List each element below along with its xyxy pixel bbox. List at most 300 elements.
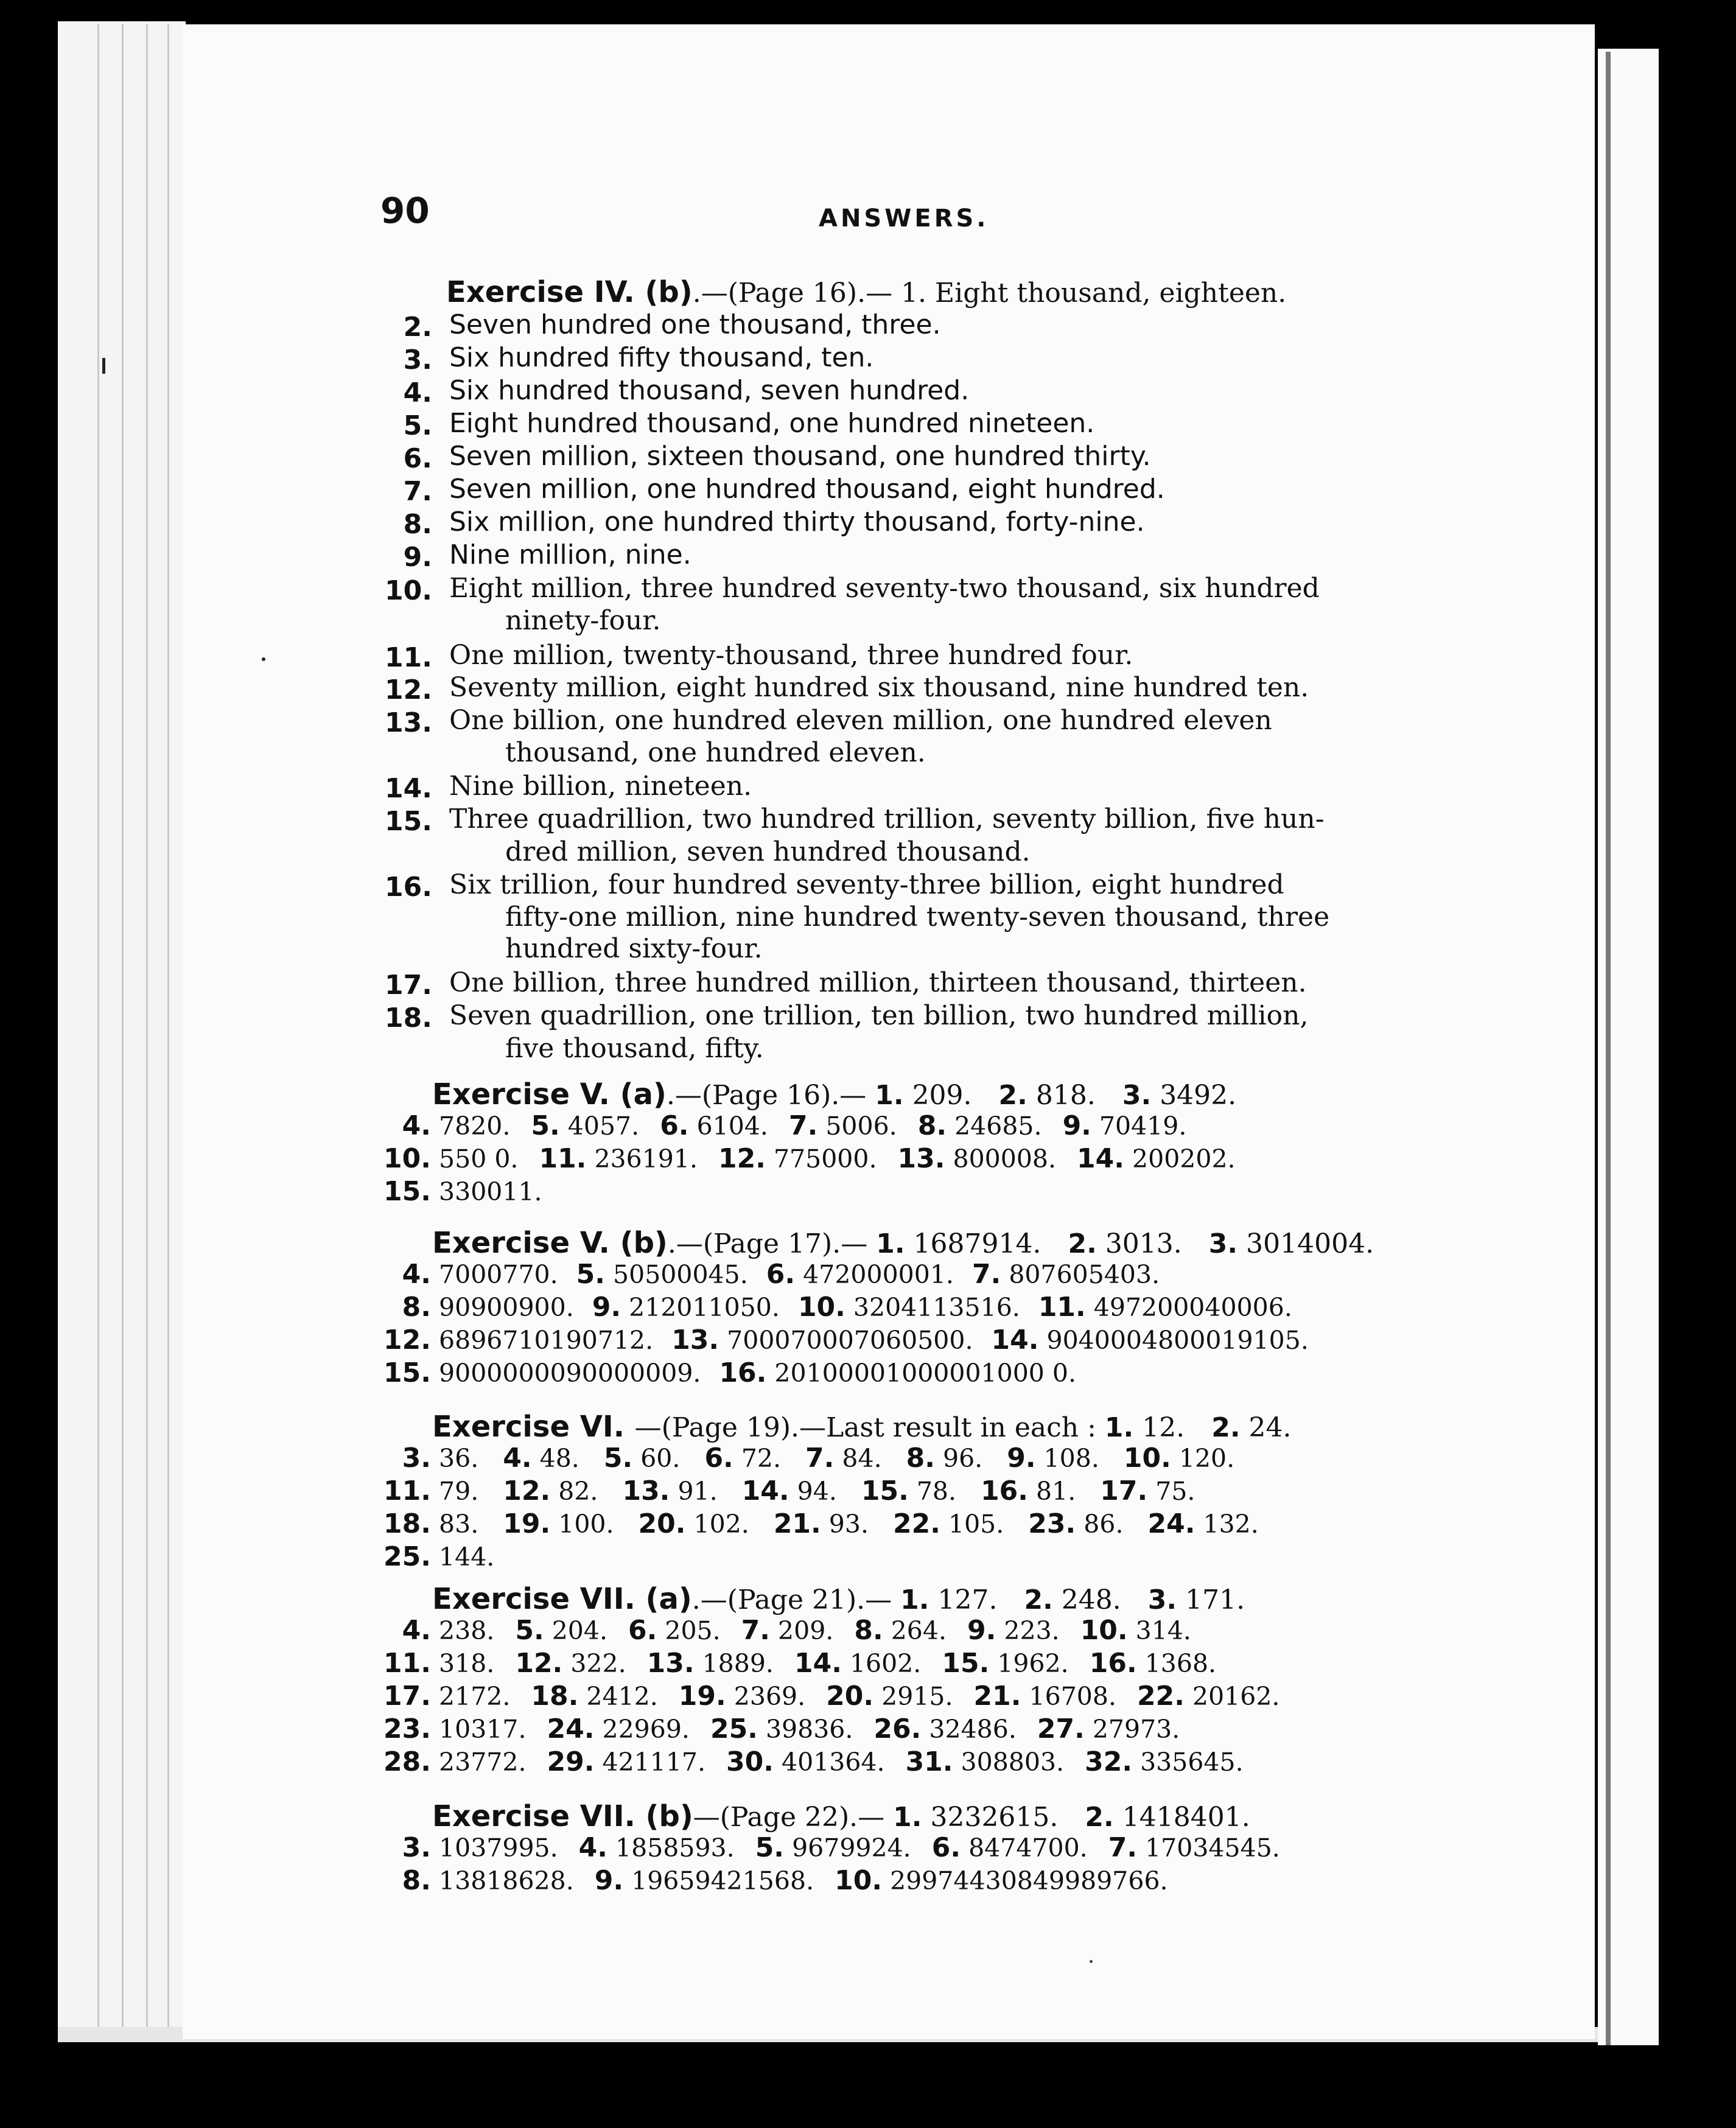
item-text-continuation: five thousand, fifty. [505, 1033, 764, 1064]
answer-entry [365, 1359, 701, 1388]
ex-vi-answer-row [365, 1445, 1234, 1472]
answer-entry [365, 1616, 494, 1645]
answer-entry [365, 1444, 478, 1473]
answer-entry [531, 1111, 639, 1141]
answer-number: 14. [794, 1648, 842, 1679]
answer-entry [898, 1144, 1057, 1174]
item-number: 8. [403, 509, 432, 540]
item-text: Eight hundred thousand, one hundred nineteen. [449, 408, 1095, 439]
exercise-part: (a) [645, 1582, 692, 1616]
answer-entry [719, 1359, 1076, 1388]
answer-entry [741, 1616, 834, 1645]
answer-number: 7. [805, 1443, 835, 1474]
answer-entry [1209, 1228, 1374, 1259]
answer-entry [1148, 1510, 1259, 1539]
answer-value: 9040004800019105. [1038, 1326, 1309, 1355]
answer-number: 12. [718, 1143, 766, 1174]
answer-entry [794, 1649, 921, 1678]
answer-entry [503, 1444, 579, 1473]
item-number: 7. [403, 476, 432, 507]
answer-entry [515, 1649, 626, 1678]
answer-run [893, 1802, 1250, 1833]
exercise-part: (a) [620, 1077, 667, 1111]
answer-number: 2. [1085, 1802, 1114, 1833]
answer-entry [622, 1477, 717, 1506]
answer-value: 120. [1171, 1444, 1235, 1473]
answer-entry [1080, 1616, 1191, 1645]
answer-value: 248. [1052, 1584, 1121, 1615]
page-reference: .—(Page 17).— [667, 1228, 877, 1259]
answer-value: 60. [632, 1444, 681, 1473]
answer-number: 21. [973, 1681, 1021, 1712]
item-number: 11. [385, 642, 432, 673]
answer-value: 50500045. [605, 1260, 748, 1289]
page-reference: .—(Page 16).— [692, 278, 901, 309]
answer-number: 23. [383, 1713, 431, 1745]
facing-page-gutter [1606, 52, 1611, 2045]
answer-value: 3014004. [1237, 1228, 1374, 1259]
answer-entry [365, 1177, 542, 1206]
answer-value: 93. [821, 1510, 869, 1539]
answer-entry [1108, 1833, 1280, 1863]
answer-number: 3. [1208, 1228, 1238, 1259]
answer-value: 330011. [431, 1177, 542, 1206]
answer-value: 497200040006. [1085, 1293, 1292, 1322]
answer-value: 700070007060500. [719, 1326, 973, 1355]
item-text: Three quadrillion, two hundred trillion, seventy billion, five hun- [449, 803, 1325, 835]
answer-value: 1687914. [905, 1228, 1041, 1259]
answer-value: 335645. [1132, 1748, 1244, 1777]
answer-value: 318. [431, 1649, 495, 1678]
exercise-heading: Exercise VII. [432, 1799, 646, 1833]
answer-entry [1063, 1111, 1187, 1141]
answer-value: 6896710190712. [431, 1326, 654, 1355]
answer-entry [873, 1715, 1016, 1744]
answer-number: 13. [622, 1475, 670, 1507]
answer-entry [1024, 1584, 1121, 1615]
answer-number: 22. [893, 1508, 940, 1539]
item-text: Seven hundred one thousand, three. [449, 309, 941, 340]
item-text: One million, twenty-thousand, three hundred four. [449, 640, 1133, 671]
answer-number: 29. [547, 1746, 595, 1777]
answer-value: 127. [929, 1584, 998, 1615]
answer-value: 94. [789, 1477, 837, 1506]
item-number: 5. [403, 410, 432, 441]
answer-number: 3. [402, 1443, 431, 1474]
answer-entry [755, 1833, 911, 1863]
answer-number: 10. [1080, 1615, 1128, 1646]
answer-value: 78. [908, 1477, 957, 1506]
answer-number: 32. [1085, 1746, 1133, 1777]
item-number: 3. [403, 345, 432, 376]
answer-value: 5006. [817, 1111, 897, 1141]
answer-value: 13818628. [431, 1866, 574, 1895]
answer-number: 15. [942, 1648, 990, 1679]
item-text-continuation: dred million, seven hundred thousand. [505, 836, 1031, 867]
answer-value: 96. [934, 1444, 983, 1473]
answer-run [1105, 1412, 1292, 1443]
ex-vi-heading-line [432, 1410, 1292, 1444]
answer-number: 6. [628, 1615, 657, 1646]
answer-value: 24685. [947, 1111, 1042, 1141]
answer-number: 25. [383, 1541, 431, 1572]
answer-number: 14. [741, 1475, 789, 1507]
answer-entry [679, 1682, 805, 1711]
answer-value: 102. [685, 1510, 749, 1539]
answer-value: 1418401. [1113, 1802, 1250, 1833]
answer-value: 550 0. [431, 1144, 519, 1174]
answer-value: 36. [431, 1444, 479, 1473]
item-text: Nine million, nine. [449, 539, 691, 570]
answer-entry [639, 1510, 749, 1539]
item-number: 1. [901, 278, 936, 309]
answer-value: 1889. [694, 1649, 774, 1678]
answer-number: 19. [503, 1508, 551, 1539]
answer-value: 27973. [1084, 1715, 1180, 1744]
ex-vii-a-heading-line [432, 1584, 1245, 1614]
item-text: Six million, one hundred thirty thousand, forty-nine. [449, 506, 1145, 537]
answer-value: 75. [1147, 1477, 1195, 1506]
answer-entry [1038, 1293, 1292, 1322]
answer-number: 6. [931, 1832, 961, 1863]
answer-entry [503, 1477, 598, 1506]
answer-value: 20100001000001000 0. [766, 1359, 1077, 1388]
page-edge-line [122, 24, 124, 2027]
answer-value: 775000. [765, 1144, 877, 1174]
answer-run [900, 1584, 1245, 1615]
answer-number: 9. [967, 1615, 996, 1646]
answer-value: 308803. [953, 1748, 1065, 1777]
answer-value: 84. [834, 1444, 882, 1473]
answer-entry [604, 1444, 681, 1473]
answer-value: 6104. [688, 1111, 768, 1141]
answer-entry [365, 1477, 478, 1506]
item-text: Six trillion, four hundred seventy-three billion, eight hundred [449, 869, 1284, 900]
answer-value: 1368. [1136, 1649, 1217, 1678]
item-text: Six hundred thousand, seven hundred. [449, 375, 970, 406]
answer-entry [365, 1144, 518, 1174]
answer-number: 12. [503, 1475, 551, 1507]
answer-entry [805, 1444, 882, 1473]
answer-number: 16. [719, 1357, 767, 1388]
exercise-part: (b) [645, 275, 693, 309]
answer-value: 16708. [1021, 1682, 1116, 1711]
answer-number: 17. [1100, 1475, 1148, 1507]
answer-value: 264. [883, 1616, 947, 1645]
answer-value: 2412. [578, 1682, 658, 1711]
answer-entry [365, 1260, 558, 1289]
answer-entry [592, 1293, 780, 1322]
answer-value: 472000001. [795, 1260, 954, 1289]
answer-number: 19. [678, 1681, 726, 1712]
answer-value: 32486. [921, 1715, 1017, 1744]
ex-vii-a-answer-row [365, 1617, 1191, 1644]
answer-number: 8. [854, 1615, 883, 1646]
answer-number: 4. [578, 1832, 608, 1863]
answer-number: 31. [905, 1746, 953, 1777]
answer-value: 91. [670, 1477, 718, 1506]
answer-number: 1. [1104, 1412, 1134, 1443]
answer-entry [365, 1542, 494, 1572]
answer-value: 223. [996, 1616, 1060, 1645]
ink-dot [262, 657, 265, 661]
ex-vii-b-answer-row [365, 1867, 1168, 1894]
answer-entry [876, 1228, 1041, 1259]
answer-number: 2. [1211, 1412, 1241, 1443]
page-reference: —(Page 19).—Last result in each : [634, 1412, 1105, 1443]
item-number: 15. [385, 806, 432, 837]
answer-number: 10. [1123, 1443, 1171, 1474]
answer-value: 421117. [594, 1748, 706, 1777]
answer-number: 15. [383, 1357, 431, 1388]
answer-entry [992, 1326, 1309, 1355]
answer-number: 8. [402, 1292, 431, 1323]
item-number: 18. [385, 1003, 432, 1034]
answer-value: 314. [1127, 1616, 1191, 1645]
answer-number: 18. [383, 1508, 431, 1539]
answer-value: 70419. [1091, 1111, 1187, 1141]
answer-value: 23772. [431, 1748, 527, 1777]
answer-number: 3. [1122, 1080, 1152, 1111]
answer-value: 19659421568. [623, 1866, 814, 1895]
answer-entry [704, 1444, 781, 1473]
answer-entry [710, 1715, 853, 1744]
answer-entry [503, 1510, 614, 1539]
answer-number: 25. [710, 1713, 758, 1745]
answer-value: 171. [1177, 1584, 1245, 1615]
answer-entry [981, 1477, 1076, 1506]
item-number: 10. [385, 575, 432, 606]
answer-number: 15. [861, 1475, 909, 1507]
answer-entry [1148, 1584, 1245, 1615]
ex-v-a-answer-row [365, 1110, 1187, 1141]
answer-number: 14. [1077, 1143, 1124, 1174]
answer-number: 1. [893, 1802, 922, 1833]
answer-number: 5. [755, 1832, 785, 1863]
answer-entry [576, 1260, 748, 1289]
answer-number: 24. [547, 1713, 595, 1745]
answer-entry [547, 1715, 690, 1744]
item-number: 16. [385, 872, 432, 903]
answer-entry [1105, 1412, 1185, 1443]
answer-value: 238. [431, 1616, 495, 1645]
answer-run [876, 1228, 1374, 1259]
answer-number: 9. [592, 1292, 621, 1323]
item-text: Six hundred fifty thousand, ten. [449, 342, 874, 373]
answer-number: 8. [906, 1443, 935, 1474]
answer-value: 1858593. [607, 1833, 735, 1863]
answer-entry [1037, 1715, 1180, 1744]
answer-entry [579, 1833, 735, 1863]
answer-number: 24. [1147, 1508, 1195, 1539]
answer-entry [660, 1111, 768, 1141]
answer-number: 30. [726, 1746, 774, 1777]
item-text-continuation: fifty-one million, nine hundred twenty-seven thousand, three [505, 901, 1330, 933]
answer-entry [974, 1682, 1116, 1711]
answer-number: 16. [981, 1475, 1029, 1507]
ex-vii-a-answer-row [365, 1650, 1216, 1677]
answer-number: 4. [402, 1259, 431, 1290]
answer-number: 22. [1137, 1681, 1185, 1712]
answer-number: 28. [383, 1746, 431, 1777]
answer-number: 10. [383, 1143, 431, 1174]
answer-value: 7000770. [431, 1260, 558, 1289]
answer-number: 4. [402, 1615, 431, 1646]
answer-entry [365, 1111, 510, 1141]
answer-entry [900, 1584, 997, 1615]
answer-entry [365, 1326, 653, 1355]
answer-run [875, 1080, 1236, 1111]
answer-value: 9679924. [784, 1833, 911, 1863]
answer-value: 90900900. [431, 1293, 574, 1322]
answer-entry [365, 1682, 510, 1711]
answer-entry [1085, 1802, 1250, 1833]
answer-number: 11. [383, 1475, 431, 1507]
answer-entry [1137, 1682, 1279, 1711]
answer-value: 1602. [841, 1649, 922, 1678]
answer-value: 401364. [773, 1748, 885, 1777]
answer-value: 209. [903, 1080, 972, 1111]
answer-number: 10. [835, 1865, 883, 1896]
answer-entry [774, 1510, 869, 1539]
answer-number: 1. [876, 1228, 905, 1259]
answer-number: 7. [788, 1110, 818, 1141]
page-edge-line [167, 24, 169, 2027]
answer-number: 16. [1089, 1648, 1137, 1679]
answer-entry [742, 1477, 837, 1506]
item-number: 4. [403, 377, 432, 408]
answer-number: 8. [917, 1110, 947, 1141]
answer-entry [967, 1616, 1060, 1645]
answer-value: 79. [431, 1477, 479, 1506]
answer-value: 105. [940, 1510, 1004, 1539]
exercise-heading: Exercise V. [432, 1226, 620, 1260]
answer-entry [826, 1682, 953, 1711]
item-number: 2. [403, 312, 432, 343]
answer-number: 14. [991, 1325, 1039, 1356]
answer-entry [999, 1080, 1096, 1111]
answer-number: 20. [826, 1681, 874, 1712]
answer-number: 6. [660, 1110, 689, 1141]
answer-entry [1068, 1228, 1181, 1259]
answer-number: 5. [603, 1443, 633, 1474]
answer-entry [595, 1866, 814, 1895]
answer-entry [671, 1326, 973, 1355]
answer-number: 2. [1024, 1584, 1053, 1615]
item-text: Nine billion, nineteen. [449, 771, 752, 802]
answer-number: 9. [1062, 1110, 1091, 1141]
answer-entry [547, 1748, 706, 1777]
ex-v-a-answer-row [365, 1178, 542, 1205]
answer-entry [835, 1866, 1167, 1895]
answer-entry [718, 1144, 877, 1174]
answer-number: 5. [531, 1110, 560, 1141]
item-text: One billion, one hundred eleven million, one hundred eleven [449, 705, 1272, 736]
answer-value: 7820. [431, 1111, 511, 1141]
answer-value: 200202. [1124, 1144, 1236, 1174]
item-number: 14. [385, 773, 432, 804]
answer-entry [365, 1293, 574, 1322]
answer-value: 20162. [1184, 1682, 1280, 1711]
answer-value: 100. [550, 1510, 614, 1539]
answer-entry [766, 1260, 954, 1289]
answer-entry [972, 1260, 1160, 1289]
answer-value: 204. [544, 1616, 607, 1645]
answer-entry [628, 1616, 721, 1645]
answer-value: 83. [431, 1510, 479, 1539]
answer-entry [539, 1144, 698, 1174]
answer-entry [1028, 1510, 1123, 1539]
answer-entry [854, 1616, 947, 1645]
answer-number: 6. [704, 1443, 733, 1474]
ex-v-a-heading-line [432, 1077, 1237, 1111]
answer-number: 9. [1007, 1443, 1036, 1474]
answer-value: 3492. [1151, 1080, 1237, 1111]
answer-entry [893, 1510, 1004, 1539]
answer-number: 5. [515, 1615, 544, 1646]
answer-value: 800008. [945, 1144, 1057, 1174]
answer-number: 3. [402, 1832, 431, 1863]
item-text: Seven million, one hundred thousand, eight hundred. [449, 474, 1165, 505]
answer-entry [365, 1715, 527, 1744]
answer-value: 2915. [873, 1682, 953, 1711]
item-text: Eight million, three hundred seventy-two thousand, six hundred [449, 573, 1320, 604]
answer-number: 18. [531, 1681, 579, 1712]
answer-entry [365, 1510, 478, 1539]
ex-v-b-answer-row [365, 1294, 1292, 1321]
answer-entry [1122, 1080, 1236, 1111]
ex-vii-a-answer-row [365, 1713, 1180, 1745]
item-number: 17. [385, 970, 432, 1001]
answer-number: 11. [383, 1648, 431, 1679]
answer-number: 10. [797, 1292, 845, 1323]
answer-entry [789, 1111, 897, 1141]
answer-number: 4. [402, 1110, 431, 1141]
answer-number: 13. [897, 1143, 945, 1174]
answer-value: 2369. [726, 1682, 806, 1711]
answer-value: 3232615. [922, 1802, 1059, 1833]
answer-entry [515, 1616, 607, 1645]
answer-value: 3013. [1096, 1228, 1182, 1259]
answer-number: 11. [539, 1143, 587, 1174]
answer-number: 15. [383, 1176, 431, 1207]
running-head: ANSWERS. [819, 205, 989, 233]
answer-entry [365, 1649, 494, 1678]
answer-value: 205. [657, 1616, 721, 1645]
item-text: Seven million, sixteen thousand, one hundred thirty. [449, 441, 1151, 472]
answer-value: 2172. [431, 1682, 511, 1711]
answer-entry [1007, 1444, 1099, 1473]
answer-value: 17034545. [1137, 1833, 1280, 1863]
answer-value: 132. [1195, 1510, 1259, 1539]
ex-vii-b-heading-line [432, 1799, 1250, 1833]
answer-number: 7. [971, 1259, 1001, 1290]
answer-number: 21. [773, 1508, 821, 1539]
item-text: Seventy million, eight hundred six thousand, nine hundred ten. [449, 672, 1309, 703]
answer-value: 9000000090000009. [431, 1359, 701, 1388]
answer-value: 108. [1035, 1444, 1099, 1473]
answer-entry [365, 1748, 527, 1777]
answer-entry [647, 1649, 774, 1678]
answer-number: 6. [766, 1259, 796, 1290]
answer-value: 236191. [586, 1144, 698, 1174]
answer-value: 24. [1240, 1412, 1292, 1443]
answer-entry [875, 1080, 971, 1111]
ex-v-b-answer-row [365, 1261, 1160, 1288]
ex-iv-b-heading-line [446, 275, 1287, 309]
answer-entry [798, 1293, 1020, 1322]
answer-value: 72. [733, 1444, 782, 1473]
